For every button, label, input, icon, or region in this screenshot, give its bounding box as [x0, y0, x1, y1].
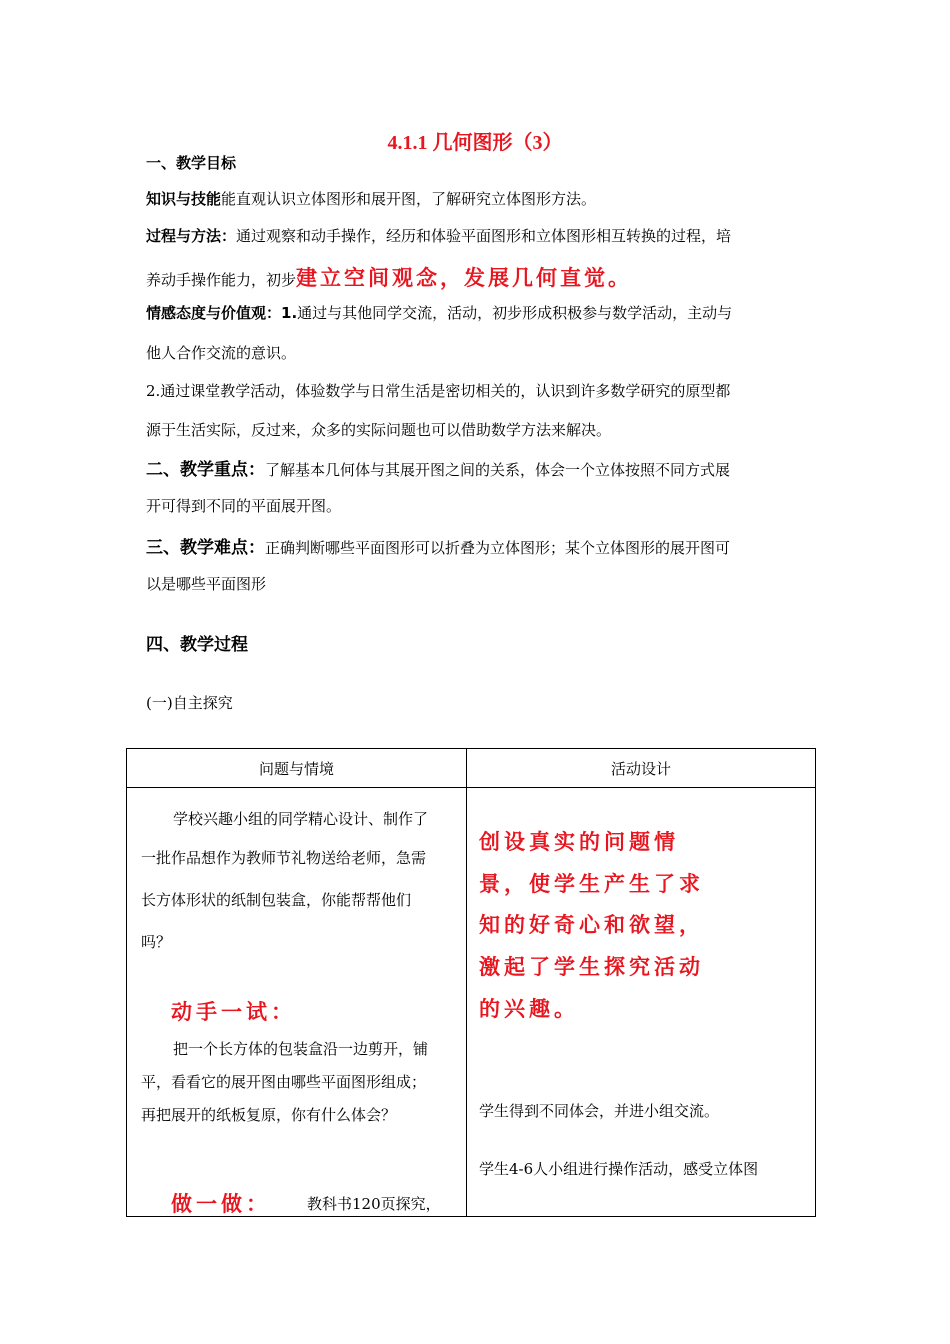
knowledge-text: 能直观认识立体图形和展开图，了解研究立体图形方法。 — [221, 190, 597, 208]
document-title: 4.1.1 几何图形（3） — [387, 132, 563, 154]
emotion-line-1 — [146, 302, 732, 323]
process-text-1: 通过观察和动手操作，经历和体验平面图形和立体图形相互转换的过程，培 — [236, 227, 732, 245]
keypoints-label: 二、教学重点： — [146, 460, 265, 480]
difficulties-text-1: 正确判断哪些平面图形可以折叠为立体图形；某个立体图形的展开图可 — [265, 539, 731, 557]
emotion-label: 情感态度与价值观： — [146, 304, 282, 322]
process-line-1 — [146, 225, 731, 246]
problem-p1-line1: 学校兴趣小组的同学精心设计、制作了 — [173, 810, 429, 828]
item2-line-1: 2.通过课堂教学活动，体验数学与日常生活是密切相关的，认识到许多数学研究的原型都 — [146, 382, 731, 400]
problem-p2-line1: 把一个长方体的包装盒沿一边剪开，铺 — [173, 1040, 429, 1058]
difficulties-label: 三、教学难点： — [146, 538, 265, 558]
problem-p1-line2: 一批作品想作为教师节礼物送给老师，急需 — [141, 849, 427, 867]
table-header-row — [127, 749, 816, 788]
keypoints-text-1: 了解基本几何体与其展开图之间的关系，体会一个立体按照不同方式展 — [265, 461, 731, 479]
emotion-line-2: 他人合作交流的意识。 — [146, 344, 297, 362]
col-header-problem: 问题与情境 — [127, 749, 467, 788]
emotion-num: 1. — [281, 304, 298, 322]
activity-red-line5: 的兴趣。 — [479, 997, 579, 1021]
problem-p2-line3: 再把展开的纸板复原，你有什么体会？ — [141, 1106, 397, 1124]
table-row — [127, 788, 816, 1217]
activity-note-2: 学生4-6人小组进行操作活动，感受立体图 — [479, 1160, 759, 1178]
keypoints-line-2: 开可得到不同的平面展开图。 — [146, 497, 342, 515]
difficulties-line-1 — [146, 533, 730, 558]
keypoints-line-1 — [146, 455, 730, 480]
process-label: 过程与方法： — [146, 227, 237, 245]
do-label: 做一做： — [171, 1192, 271, 1216]
process-table — [126, 748, 816, 1217]
knowledge-line — [146, 188, 596, 209]
col-header-activity: 活动设计 — [467, 749, 816, 788]
problem-p2-line2: 平，看看它的展开图由哪些平面图形组成； — [141, 1073, 427, 1091]
activity-red-line3: 知的好奇心和欲望， — [479, 913, 704, 937]
process-line-2 — [146, 262, 632, 292]
do-text: 教科书120页探究， — [307, 1195, 441, 1213]
activity-red-line1: 创设真实的问题情 — [479, 830, 679, 854]
objectives-heading: 一、教学目标 — [146, 154, 237, 172]
activity-cell — [467, 788, 816, 1217]
process-heading: 四、教学过程 — [146, 635, 248, 655]
emotion-text-1: 通过与其他同学交流，活动，初步形成积极参与数学活动，主动与 — [297, 304, 733, 322]
activity-note-1: 学生得到不同体会，并进小组交流。 — [479, 1102, 720, 1120]
process-text-2: 养动手操作能力，初步 — [146, 271, 297, 289]
activity-red-line4: 激起了学生探究活动 — [479, 955, 704, 979]
problem-p1-line4: 吗？ — [141, 933, 172, 951]
difficulties-line-2: 以是哪些平面图形 — [146, 575, 267, 593]
try-label: 动手一试： — [171, 1000, 296, 1024]
process-subheading: (一)自主探究 — [146, 694, 233, 712]
process-red-text: 建立空间观念，发展几何直觉。 — [296, 266, 633, 290]
item2-line-2: 源于生活实际，反过来，众多的实际问题也可以借助数学方法来解决。 — [146, 421, 612, 439]
problem-p1-line3: 长方体形状的纸制包装盒，你能帮帮他们 — [141, 891, 412, 909]
activity-red-line2: 景，使学生产生了求 — [479, 872, 704, 896]
knowledge-label: 知识与技能 — [146, 190, 222, 208]
problem-cell — [127, 788, 467, 1217]
